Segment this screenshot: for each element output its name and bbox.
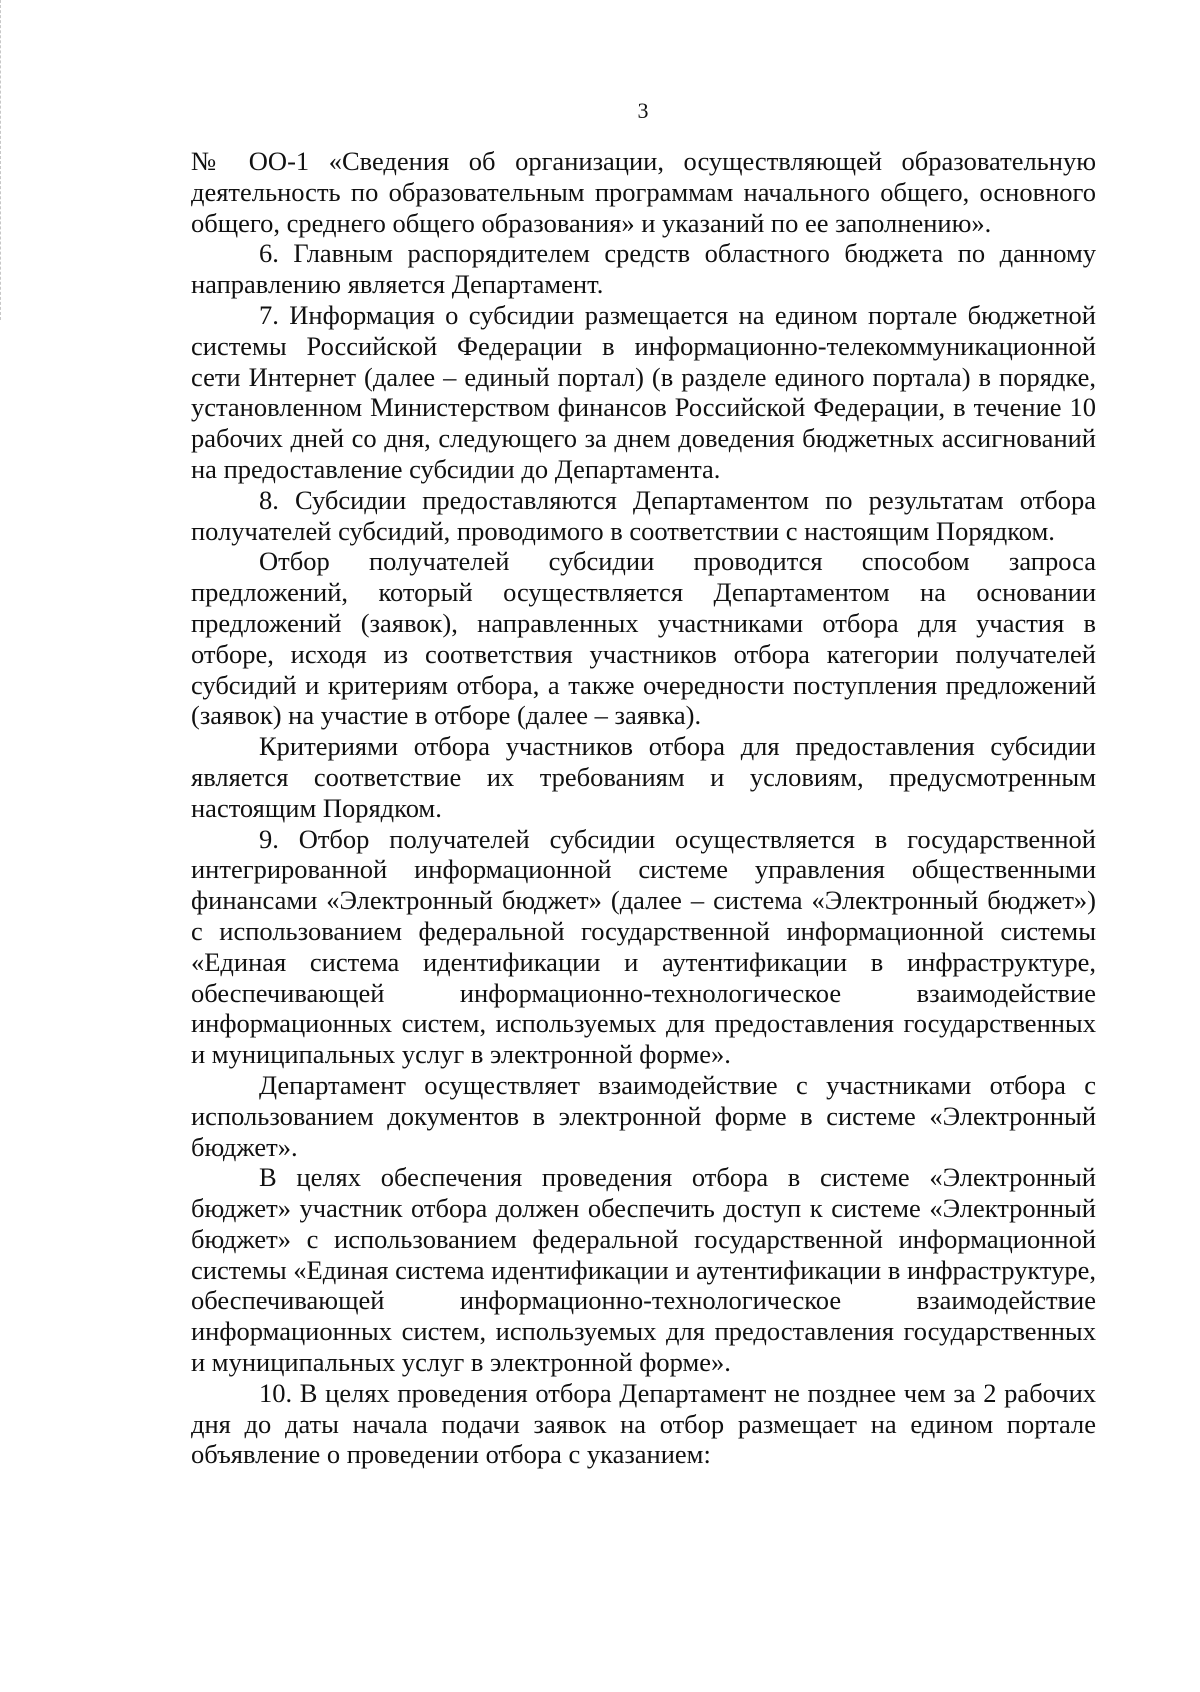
paragraph-continuation: № ОО-1 «Сведения об организации, осуществляющей образовательную деятельность по образовательным программам начального общего, основного общего, среднего общего образования» и указаний по ее заполнению». (191, 146, 1096, 238)
page-number: 3 (637, 98, 649, 123)
paragraph-selection-criteria: Критериями отбора участников отбора для предоставления субсидии является соответствие их требованиям и условиям, предусмотренным настоящим Порядком. (191, 731, 1096, 823)
paragraph-item-10: 10. В целях проведения отбора Департамент не позднее чем за 2 рабочих дня до даты начала подачи заявок на отбор размещает на едином портале объявление о проведении отбора с указанием: (191, 1377, 1096, 1470)
paragraph-item-8: 8. Субсидии предоставляются Департаментом по результатам отбора получателей субсидий, проводимого в соответствии с настоящим Порядком. (191, 484, 1096, 546)
paragraph-item-9: 9. Отбор получателей субсидии осуществляется в государственной интегрированной информационной системе управления общественными финансами «Электронный бюджет» (далее – система «Электронный бюджет») с использованием федеральной государственной информационной системы «Единая система идентификации и аутентификации в инфраструктуре, обеспечивающей информационно-технологическое взаимодействие информационных систем, используемых для предоставления государственных и муниципальных услуг в электронной форме». (191, 823, 1096, 1070)
paragraph-selection-method: Отбор получателей субсидии проводится способом запроса предложений, который осуществляется Департаментом на основании предложений (заявок), направленных участниками отбора для участия в отборе, исходя из соответствия участников отбора категории получателей субсидий и критериям отбора, а также очередности поступления предложений (заявок) на участие в отборе (далее – заявка). (191, 546, 1096, 731)
paragraph-item-7: 7. Информация о субсидии размещается на едином портале бюджетной системы Российской Федерации в информационно-телекоммуникационной сети Интернет (далее – единый портал) (в разделе единого портала) в порядке, установленном Министерством финансов Российской Федерации, в течение 10 рабочих дней со дня, следующего за днем доведения бюджетных ассигнований на предоставление субсидии до Департамента. (191, 299, 1096, 484)
paragraph-item-6: 6. Главным распорядителем средств областного бюджета по данному направлению является Департамент. (191, 238, 1096, 300)
scan-edge-artifact (0, 0, 4, 320)
paragraph-access: В целях обеспечения проведения отбора в системе «Электронный бюджет» участник отбора должен обеспечить доступ к системе «Электронный бюджет» с использованием федеральной государственной информационной системы «Единая система идентификации и аутентификации в инфраструктуре, обеспечивающей информационно-технологическое взаимодействие информационных систем, используемых для предоставления государственных и муниципальных услуг в электронной форме». (191, 1162, 1096, 1378)
document-body (191, 146, 1096, 1470)
paragraph-interaction: Департамент осуществляет взаимодействие с участниками отбора с использованием документов в электронной форме в системе «Электронный бюджет». (191, 1069, 1096, 1162)
